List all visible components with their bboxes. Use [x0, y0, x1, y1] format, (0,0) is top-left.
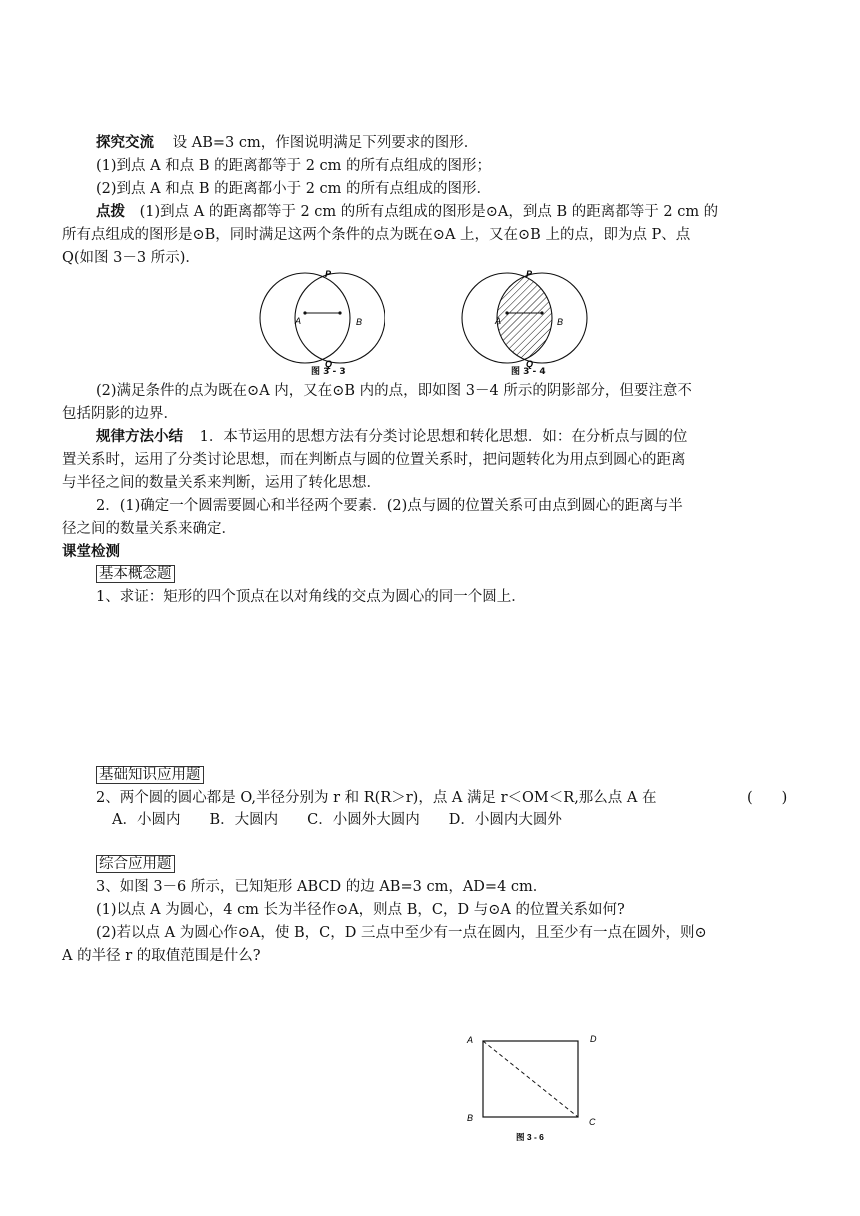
- explore-question-2: (2)到点 A 和点 B 的距离都小于 2 cm 的所有点组成的图形．: [96, 181, 492, 197]
- label-p: P: [325, 269, 332, 279]
- summary-line-4: 2．(1)确定一个圆需要圆心和半径两个要素．(2)点与圆的位置关系可由点到圆心的距离与半: [96, 498, 683, 514]
- question-1: 1、求证：矩形的四个顶点在以对角线的交点为圆心的同一个圆上．: [96, 589, 526, 605]
- hint-heading: 点拨: [96, 204, 125, 220]
- summary-line-3: 与半径之间的数量关系来判断，运用了转化思想．: [62, 475, 381, 491]
- figure-3-4-caption: 图 3 - 4: [511, 367, 546, 377]
- point-a: [505, 311, 508, 314]
- hint-text-1: (1)到点 A 的距离都等于 2 cm 的所有点组成的图形是⊙A，到点 B 的距离都等于 2 cm 的: [139, 204, 719, 220]
- label-b: B: [557, 317, 564, 327]
- question-2-options: A．小圆内 B．大圆内 C．小圆外大圆内 D．小圆内大圆外: [112, 812, 562, 828]
- label-q: Q: [325, 359, 333, 369]
- summary-line-2: 置关系时，运用了分类讨论思想，而在判断点与圆的位置关系时，把问题转化为用点到圆心的距离: [62, 452, 686, 468]
- figure-3-3-caption: 图 3 - 3: [311, 367, 346, 377]
- explore-intro-line: [96, 134, 478, 152]
- hint-line-1: [96, 203, 718, 221]
- section-comprehensive: [96, 855, 175, 873]
- explore-intro: 设 AB=3 cm，作图说明满足下列要求的图形．: [172, 135, 479, 151]
- summary-line-1: [96, 428, 687, 446]
- question-3: 3、如图 3－6 所示，已知矩形 ABCD 的边 AB=3 cm，AD=4 cm．: [96, 879, 548, 895]
- section-comprehensive-label: 综合应用题: [96, 855, 175, 873]
- diagonal-ac: [483, 1041, 578, 1117]
- summary-line-5: 径之间的数量关系来确定．: [62, 521, 236, 537]
- point-b: [540, 311, 543, 314]
- figure-3-3: [255, 268, 385, 376]
- label-a: A: [495, 316, 502, 326]
- circle-a: [260, 273, 350, 363]
- label-b: B: [467, 1113, 474, 1123]
- label-b: B: [356, 317, 363, 327]
- point-a: [303, 311, 306, 314]
- label-p: P: [526, 269, 533, 279]
- hint-line-3: Q(如图 3－3 所示)．: [62, 250, 200, 266]
- label-a: A: [295, 316, 302, 326]
- question-3-part-1: (1)以点 A 为圆心，4 cm 长为半径作⊙A，则点 B，C，D 与⊙A 的位置关系如何?: [96, 902, 625, 918]
- hint-line-5: 包括阴影的边界．: [62, 406, 178, 422]
- summary-text-1: 1．本节运用的思想方法有分类讨论思想和转化思想．如：在分析点与圆的位: [199, 429, 688, 445]
- figure-3-6-caption: 图 3 - 6: [516, 1132, 544, 1142]
- figure-3-6: [462, 1030, 612, 1145]
- question-2-answer-paren: ( ): [747, 790, 788, 806]
- figure-3-4: [455, 268, 590, 376]
- section-basic-concepts: [96, 565, 175, 583]
- circle-b: [295, 273, 385, 363]
- test-heading: 课堂检测: [62, 544, 120, 560]
- question-2: 2、两个圆的圆心都是 O,半径分别为 r 和 R(R＞r)，点 A 满足 r＜OM＜R,那么点 A 在: [96, 790, 657, 806]
- section-basic-concepts-label: 基本概念题: [96, 565, 175, 583]
- summary-heading: 规律方法小结: [96, 429, 183, 445]
- section-basic-knowledge: [96, 766, 204, 784]
- explore-heading: 探究交流: [96, 135, 154, 151]
- label-q: Q: [526, 359, 534, 369]
- question-3-part-2-cont: A 的半径 r 的取值范围是什么?: [62, 948, 261, 964]
- explore-question-1: (1)到点 A 和点 B 的距离都等于 2 cm 的所有点组成的图形；: [96, 158, 492, 174]
- label-c: C: [589, 1117, 596, 1127]
- hint-line-4: (2)满足条件的点为既在⊙A 内，又在⊙B 内的点，即如图 3－4 所示的阴影部分，但要注意不: [96, 383, 692, 399]
- hint-line-2: 所有点组成的图形是⊙B，同时满足这两个条件的点为既在⊙A 上，又在⊙B 上的点，即为点 P、点: [62, 227, 691, 243]
- label-a: A: [467, 1035, 474, 1045]
- question-3-part-2: (2)若以点 A 为圆心作⊙A，使 B，C，D 三点中至少有一点在圆内，且至少有一点在圆外，则⊙: [96, 925, 707, 941]
- rectangle-abcd: [483, 1041, 578, 1117]
- section-basic-knowledge-label: 基础知识应用题: [96, 766, 204, 784]
- point-b: [338, 311, 341, 314]
- label-d: D: [590, 1034, 597, 1044]
